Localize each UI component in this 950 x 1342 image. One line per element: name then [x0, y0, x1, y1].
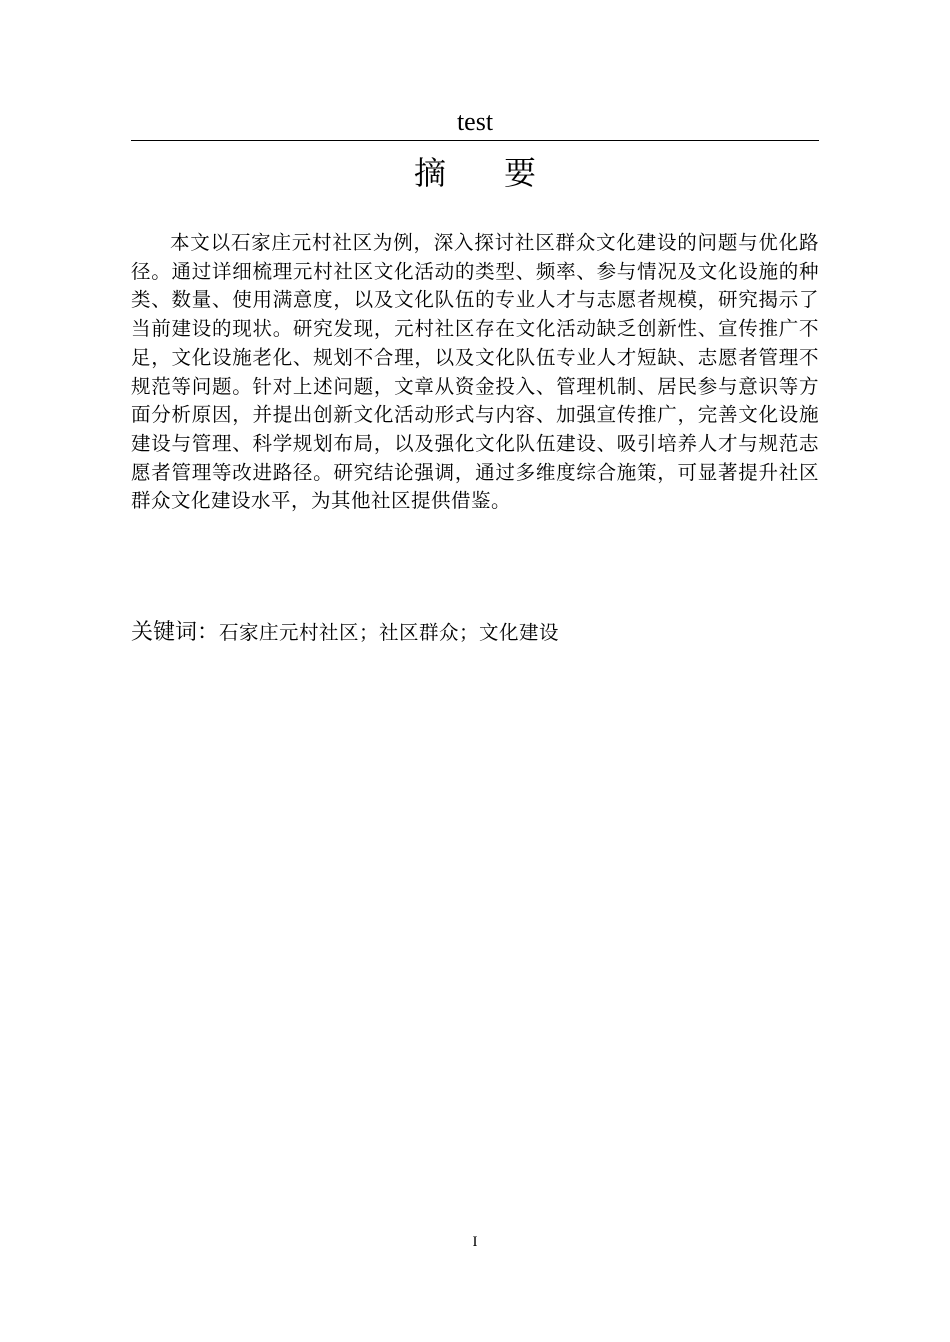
header-rule	[131, 140, 819, 141]
keywords-line	[131, 618, 819, 648]
abstract-title-char-1: 摘	[413, 154, 446, 192]
keywords-values: 石家庄元村社区；社区群众；文化建设	[219, 621, 560, 644]
keywords-label: 关键词：	[131, 620, 220, 645]
abstract-title	[0, 151, 950, 195]
abstract-body: 本文以石家庄元村社区为例，深入探讨社区群众文化建设的问题与优化路径。通过详细梳理元村社区文化活动的类型、频率、参与情况及文化设施的种类、数量、使用满意度，以及文化队伍的专业人才与志愿者规模，研究揭示了当前建设的现状。研究发现，元村社区存在文化活动缺乏创新性、宣传推广不足，文化设施老化、规划不合理，以及文化队伍专业人才短缺、志愿者管理不规范等问题。针对上述问题，文章从资金投入、管理机制、居民参与意识等方面分析原因，并提出创新文化活动形式与内容、加强宣传推广，完善文化设施建设与管理、科学规划布局，以及强化文化队伍建设、吸引培养人才与规范志愿者管理等改进路径。研究结论强调，通过多维度综合施策，可显著提升社区群众文化建设水平，为其他社区提供借鉴。	[131, 231, 819, 513]
page-number: I	[472, 1234, 478, 1250]
abstract-title-char-2: 要	[504, 154, 537, 192]
running-header: test	[456, 107, 494, 136]
